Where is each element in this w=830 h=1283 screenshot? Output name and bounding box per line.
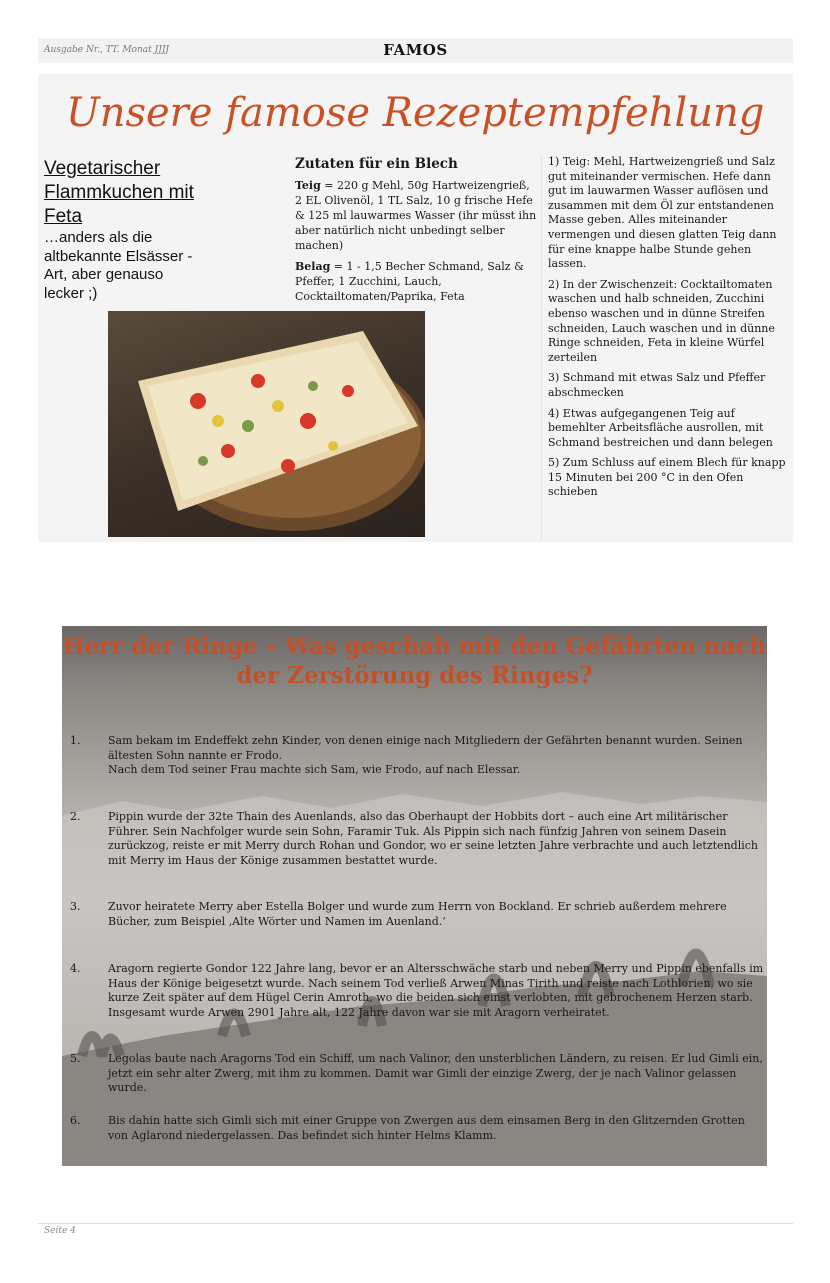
recipe-step: 5) Zum Schluss auf einem Blech für knapp 15 Minuten bei 200 °C in den Ofen schieben xyxy=(548,456,786,499)
dough-ingredients xyxy=(295,178,538,253)
ingredients-column xyxy=(295,157,538,310)
recipe-intro-column xyxy=(44,157,204,303)
lotr-section xyxy=(62,626,767,1166)
recipe-step: 3) Schmand mit etwas Salz und Pfeffer abschmecken xyxy=(548,371,766,399)
list-text: Bis dahin hatte sich Gimli sich mit einer Gruppe von Zwergen aus dem einsamen Berg in den Glitzernden Grotten von Aglarond niedergelassen. Das befindet sich hinter Helms Klamm. xyxy=(108,1114,745,1142)
list-text: Aragorn regierte Gondor 122 Jahre lang, bevor er an Altersschwäche starb und neben Merry und Pippin ebenfalls im Haus der Könige beigesetzt wurde. Nach seinem Tod verließ Arwen Minas Tirith und reiste nach Lothlorien, wo sie kurze Zeit später auf dem Hügel Cerin Amroth, wo die beiden sich einst verlobten, mit gebrochenem Herzen starb. Insgesamt wurde Arwen 2901 Jahre alt, 122 Jahre davon war sie mit Aragorn verheiratet. xyxy=(108,962,764,1019)
list-number: 5. xyxy=(70,1052,81,1065)
header-bar xyxy=(38,38,793,63)
topping-label: Belag xyxy=(295,260,331,273)
ingredients-heading: Zutaten für ein Blech xyxy=(295,156,458,172)
list-number: 6. xyxy=(70,1114,81,1127)
list-text: Nach dem Tod seiner Frau machte sich Sam, wie Frodo, auf nach Elessar. xyxy=(108,763,521,776)
lotr-heading: Herr der Ringe – Was geschah mit den Gefährten nach der Zerstörung des Ringes? xyxy=(62,633,767,689)
list-text: Legolas baute nach Aragorns Tod ein Schiff, um nach Valinor, den unsterblichen Ländern, zu reisen. Er lud Gimli ein, jetzt ein sehr alter Zwerg, mit ihm zu kommen. Damit war Gimli der einzige Zwerg, der je nach Valinor gelassen wurde. xyxy=(108,1052,763,1094)
list-text: Zuvor heiratete Merry aber Estella Bolger und wurde zum Herrn von Bockland. Er schrieb außerdem mehrere Bücher, zum Beispiel ‚Alte Wörter und Namen im Auenland.‘ xyxy=(108,900,727,928)
list-number: 3. xyxy=(70,900,81,913)
issue-line: Ausgabe Nr., TT. Monat JJJJ xyxy=(44,45,170,55)
list-text: Pippin wurde der 32te Thain des Auenlands, also das Oberhaupt der Hobbits dort – auch eine Art militärischer Führer. Sein Nachfolger wurde sein Sohn, Faramir Tuk. Als Pippin sich nach fünfzig Jahren von seinem Dasein zurückzog, reiste er mit Merry durch Rohan und Gondor, wo er seine letzten Jahre verbrachte und auch letztendlich mit Merry im Haus der Könige zusammen bestattet wurde. xyxy=(108,810,758,867)
page-number: Seite 4 xyxy=(44,1226,76,1236)
topping-ingredients xyxy=(295,259,538,304)
list-text: Sam bekam im Endeffekt zehn Kinder, von denen einige nach Mitgliedern der Gefährten benannt wurden. Seinen ältesten Sohn nannte er Frodo. xyxy=(108,734,743,762)
steps-column xyxy=(541,155,791,540)
magazine-title: FAMOS xyxy=(383,41,448,59)
list-number: 2. xyxy=(70,810,81,823)
dough-label: Teig xyxy=(295,179,321,192)
recipe-step: 2) In der Zwischenzeit: Cocktailtomaten waschen und halb schneiden, Zucchini ebenso waschen und in dünne Streifen schneiden, Lauch waschen und in dünne Ringe schneiden, Feta in kleine Würfel zerteilen xyxy=(548,277,775,364)
recipe-section-title: Unsere famose Rezeptempfehlung xyxy=(66,90,765,136)
recipe-step: 4) Etwas aufgegangenen Teig auf bemehlter Arbeitsfläche ausrollen, mit Schmand bestreichen und dann belegen xyxy=(548,406,773,449)
dish-name: Vegetarischer Flammkuchen mit Feta xyxy=(44,158,194,227)
topping-text: = 1 - 1,5 Becher Schmand, Salz & Pfeffer, 1 Zucchini, Lauch, Cocktailtomaten/Paprika, Feta xyxy=(295,260,524,303)
list-number: 1. xyxy=(70,734,81,747)
footer-divider xyxy=(38,1223,793,1224)
dough-text: = 220 g Mehl, 50g Hartweizengrieß, 2 EL Olivenöl, 1 TL Salz, 10 g frische Hefe & 125 ml lauwarmes Wasser (ihr müsst ihn aber natürlich nicht unbedingt selber machen) xyxy=(295,179,537,252)
flammkuchen-photo xyxy=(108,311,425,537)
flammkuchen-illustration xyxy=(108,311,425,537)
list-number: 4. xyxy=(70,962,81,975)
dish-subtitle: …anders als die altbekannte Elsässer - Art, aber genauso lecker ;) xyxy=(44,229,193,302)
recipe-section xyxy=(38,74,793,542)
recipe-step: 1) Teig: Mehl, Hartweizengrieß und Salz gut miteinander vermischen. Hefe dann gut im lauwarmen Wasser auflösen und zusammen mit dem Öl zur entstandenen Masse geben. Alles miteinander vermengen und diesen glatten Teig dann für eine knappe halbe Stunde gehen lassen. xyxy=(548,155,777,271)
